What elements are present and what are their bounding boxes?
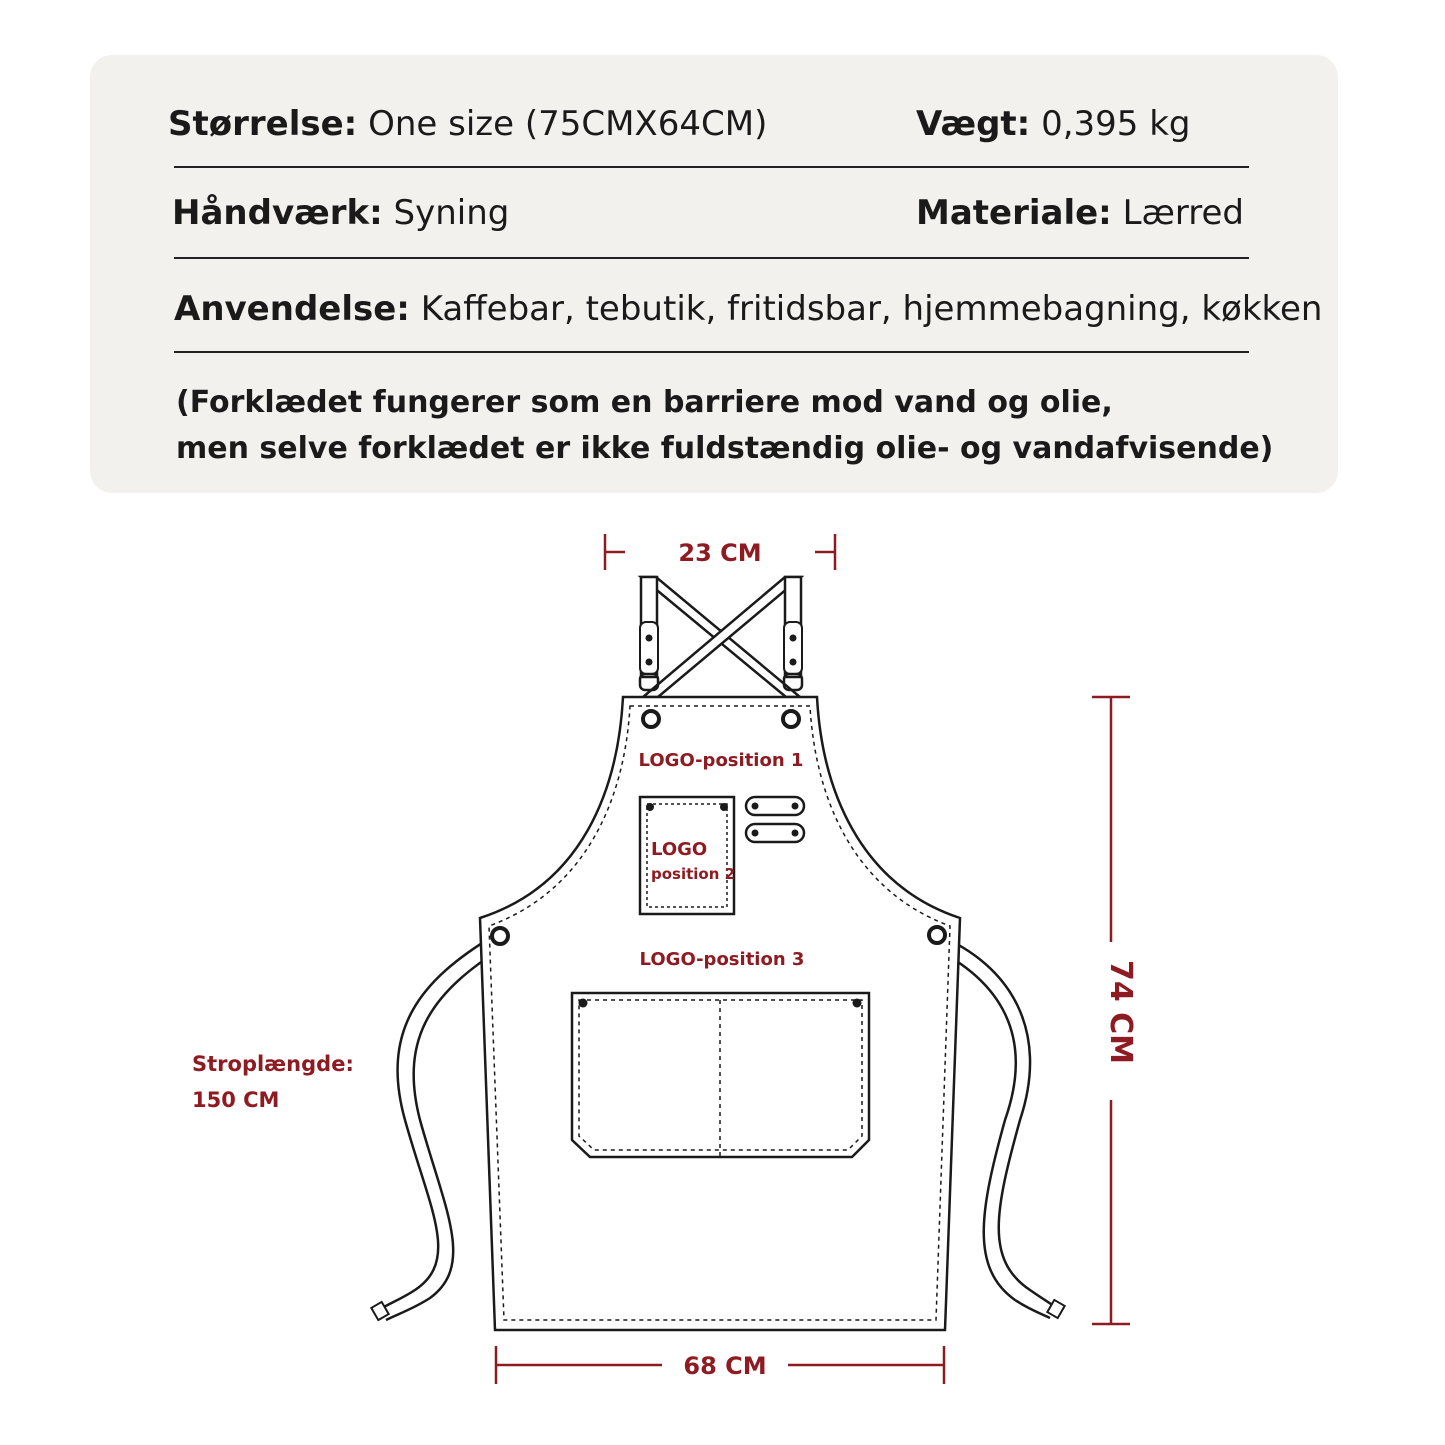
logo-position-1-label: LOGO-position 1: [638, 750, 804, 771]
dimension-top-label: 23 CM: [678, 539, 762, 567]
spec-size-label: Størrelse:: [168, 104, 358, 144]
logo-position-3-label: LOGO-position 3: [639, 949, 805, 970]
spec-usage-value: Kaffebar, tebutik, fritidsbar, hjemmebagning, køkken: [420, 289, 1323, 329]
spec-weight-value: 0,395 kg: [1041, 104, 1191, 144]
care-note-line-1: (Forklædet fungerer som en barriere mod vand og olie,: [176, 385, 1113, 420]
logo-position-2-label: LOGO: [651, 839, 708, 860]
care-note-line-2: men selve forklædet er ikke fuldstændig olie- og vandafvisende): [176, 431, 1274, 466]
strap-length-label: Stroplængde:: [192, 1052, 354, 1076]
spec-usage-label: Anvendelse:: [174, 289, 410, 329]
strap-length-value: 150 CM: [192, 1088, 280, 1112]
spec-craft-label: Håndværk:: [172, 193, 383, 233]
logo-position-2-sublabel: position 2: [651, 865, 736, 883]
dimension-bottom-label: 68 CM: [683, 1352, 767, 1380]
spec-craft-value: Syning: [393, 193, 510, 233]
dimension-height-label: 74 CM: [1103, 959, 1138, 1065]
spec-size-value: One size (75CMX64CM): [368, 104, 768, 144]
neck-straps: [641, 577, 801, 697]
spec-weight-label: Vægt:: [916, 104, 1031, 144]
spec-material-value: Lærred: [1122, 193, 1245, 233]
spec-material-label: Materiale:: [916, 193, 1112, 233]
front-pocket: [572, 993, 869, 1157]
